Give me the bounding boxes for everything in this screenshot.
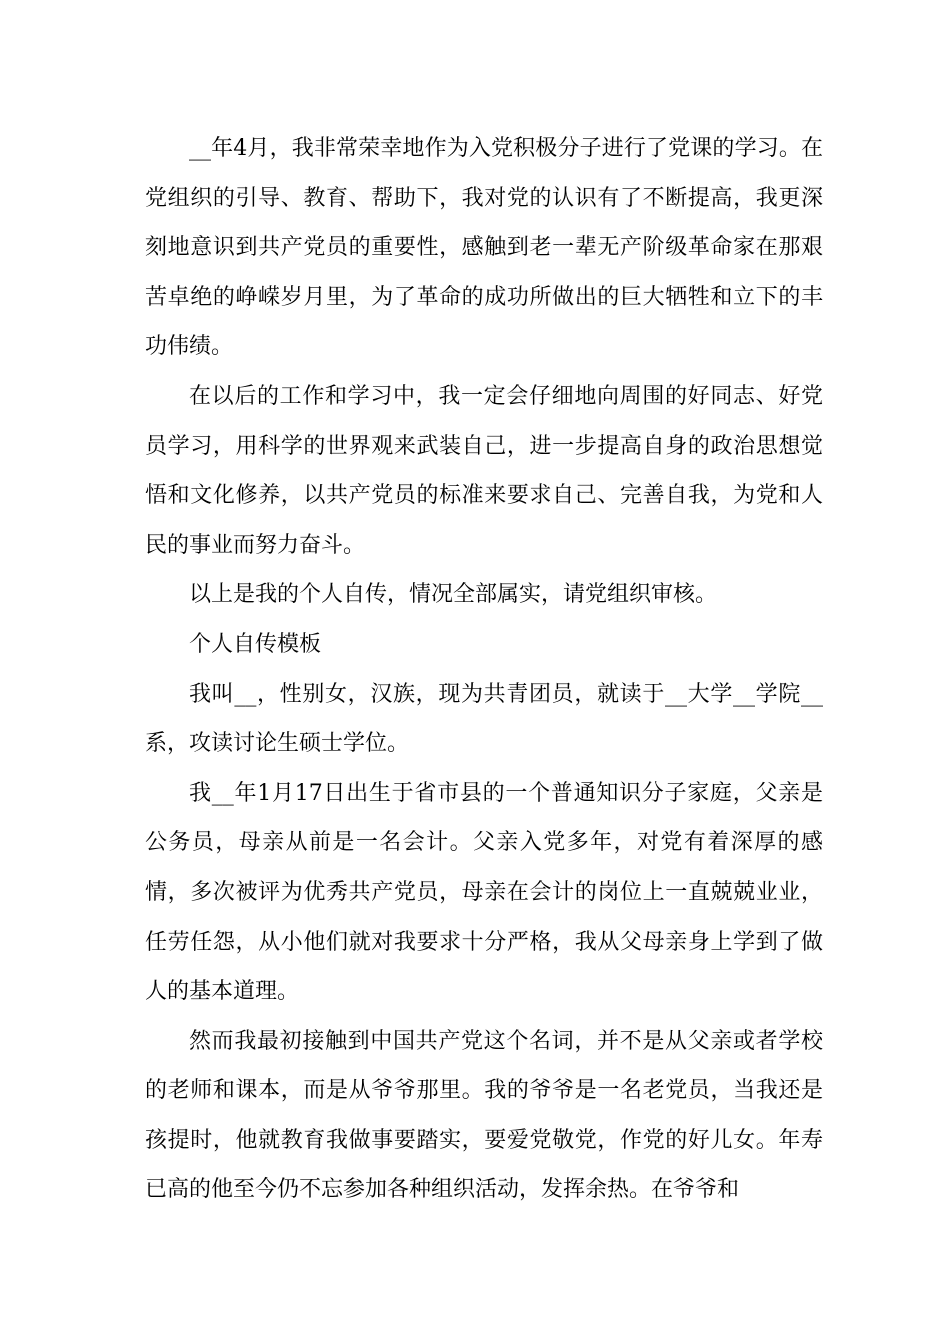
paragraph-1: __年4月，我非常荣幸地作为入党积极分子进行了党课的学习。在党组织的引导、教育、帮助下，我对党的认识有了不断提高，我更深刻地意识到共产党员的重要性，感触到老一辈无产阶级革命家在那艰苦卓绝的峥嵘岁月里，为了革命的成功所做出的巨大牺牲和立下的丰功伟绩。	[145, 136, 823, 360]
paragraph-5: 我__年1月17日出生于省市县的一个普通知识分子家庭，父亲是公务员，母亲从前是一名会计。父亲入党多年，对党有着深厚的感情，多次被评为优秀共产党员，母亲在会计的岗位上一直兢兢业业，任劳任怨，从小他们就对我要求十分严格，我从父母亲身上学到了做人的基本道理。	[145, 780, 823, 1005]
paragraph-6: 然而我最初接触到中国共产党这个名词，并不是从父亲或者学校的老师和课本，而是从爷爷那里。我的爷爷是一名老党员，当我还是孩提时，他就教育我做事要踏实，要爱党敬党，作党的好儿女。年寿已高的他至今仍不忘参加各种组织活动，发挥余热。在爷爷和	[145, 1028, 823, 1203]
paragraph-2: 在以后的工作和学习中，我一定会仔细地向周围的好同志、好党员学习，用科学的世界观来武装自己，进一步提高自身的政治思想觉悟和文化修养，以共产党员的标准来要求自己、完善自我，为党和人民的事业而努力奋斗。	[145, 383, 823, 558]
paragraph-3: 以上是我的个人自传，情况全部属实，请党组织审核。	[189, 582, 718, 608]
document-body	[145, 124, 823, 1215]
section-heading: 个人自传模板	[189, 631, 322, 657]
paragraph-4: 我叫__，性别女，汉族，现为共青团员，就读于__大学__学院__系，攻读讨论生硕士学位。	[145, 681, 823, 757]
